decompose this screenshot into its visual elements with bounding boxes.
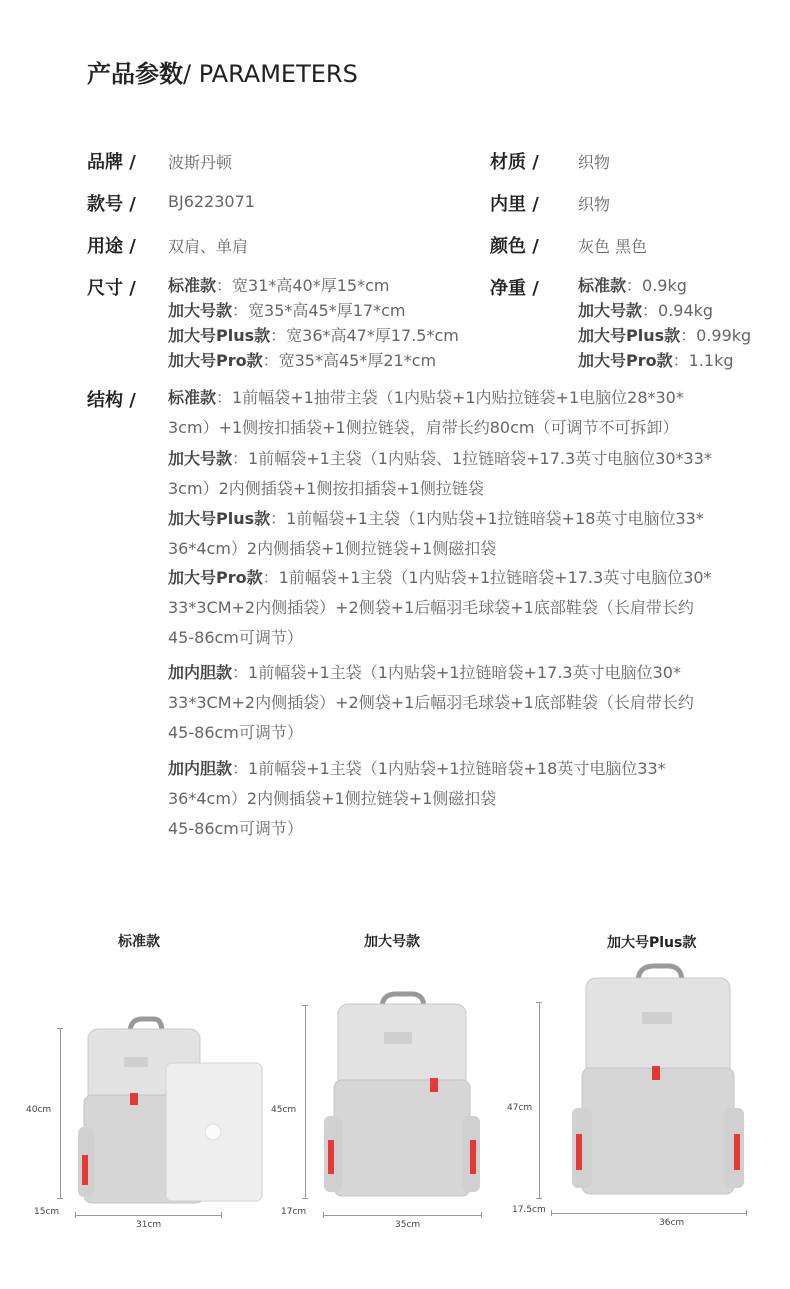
structure-block: 加大号Pro款：1前幅袋+1主袋（1内贴袋+1拉链暗袋+17.3英寸电脑位30* 33*3CM+2内侧插袋）+2侧袋+1后幅羽毛球袋+1底部鞋袋（长肩带长约 45-86cm可调节） [168, 568, 712, 647]
material-label: 材质 / [490, 152, 539, 173]
height-tick [57, 1028, 63, 1029]
material-value: 织物 [578, 153, 611, 172]
laptop-image [165, 1062, 263, 1202]
size-line: 标准款：宽31*高40*厚15*cm [168, 276, 390, 295]
depth-dim: 17.5cm [512, 1205, 546, 1215]
width-line [75, 1215, 221, 1216]
size-line: 加大号Pro款：宽35*高45*厚21*cm [168, 351, 437, 370]
width-tick [481, 1212, 482, 1218]
height-tick [536, 1198, 542, 1199]
page-title: 产品参数/ PARAMETERS [87, 60, 358, 88]
height-dim: 47cm [507, 1103, 533, 1113]
size-line: 加大号Plus款：宽36*高47*厚17.5*cm [168, 326, 459, 345]
usage-value: 双肩、单肩 [168, 237, 249, 256]
structure-block: 加内胆款：1前幅袋+1主袋（1内贴袋+1拉链暗袋+18英寸电脑位33* 36*4cm）2内侧插袋+1侧拉链袋+1侧磁扣袋 45-86cm可调节） [168, 759, 666, 838]
height-tick [536, 1002, 542, 1003]
depth-dim: 17cm [281, 1207, 307, 1217]
structure-block: 加内胆款：1前幅袋+1主袋（1内贴袋+1拉链暗袋+17.3英寸电脑位30* 33*3CM+2内侧插袋）+2侧袋+1后幅羽毛球袋+1底部鞋袋（长肩带长约 45-86cm可调节） [168, 663, 694, 742]
structure-block: 标准款：1前幅袋+1抽带主袋（1内贴袋+1内贴拉链袋+1电脑位28*30* 3cm）+1侧按扣插袋+1侧拉链袋，肩带长约80cm（可调节不可拆卸） [168, 388, 684, 437]
width-dim: 36cm [659, 1218, 685, 1228]
model-label: 款号 / [87, 194, 136, 215]
lining-value: 织物 [578, 195, 611, 214]
structure-block: 加大号Plus款：1前幅袋+1主袋（1内贴袋+1拉链暗袋+18英寸电脑位33* 36*4cm）2内侧插袋+1侧拉链袋+1侧磁扣袋 [168, 509, 704, 558]
size-list [168, 273, 459, 373]
width-dim: 31cm [136, 1220, 162, 1230]
backpack-plus-image [568, 962, 746, 1198]
weight-line: 加大号Plus款：0.99kg [578, 326, 752, 345]
figure-caption: 加大号款 [364, 934, 420, 950]
height-dim: 45cm [271, 1105, 297, 1115]
height-line [305, 1005, 306, 1198]
backpack-large-image [320, 990, 486, 1200]
weight-line: 加大号款：0.94kg [578, 301, 714, 320]
brand-label: 品牌 / [87, 152, 136, 173]
lining-label: 内里 / [490, 194, 539, 215]
width-line [323, 1215, 481, 1216]
height-tick [57, 1198, 63, 1199]
size-label: 尺寸 / [87, 278, 136, 299]
height-line [539, 1002, 540, 1198]
width-dim: 35cm [395, 1220, 421, 1230]
structure-label: 结构 / [87, 390, 136, 411]
width-tick [221, 1212, 222, 1218]
figure-caption: 标准款 [118, 934, 160, 950]
weight-line: 标准款：0.9kg [578, 276, 687, 295]
depth-dim: 15cm [34, 1207, 60, 1217]
model-value: BJ6223071 [168, 192, 255, 211]
width-tick [75, 1212, 76, 1218]
brand-value: 波斯丹顿 [168, 153, 233, 172]
width-tick [323, 1212, 324, 1218]
width-line [551, 1213, 746, 1214]
color-value: 灰色 黑色 [578, 237, 648, 256]
weight-label: 净重 / [490, 278, 539, 299]
height-tick [302, 1198, 308, 1199]
height-line [60, 1028, 61, 1198]
color-label: 颜色 / [490, 236, 539, 257]
weight-list [578, 273, 751, 373]
structure-block: 加大号款：1前幅袋+1主袋（1内贴袋、1拉链暗袋+17.3英寸电脑位30*33* 3cm）2内侧插袋+1侧按扣插袋+1侧拉链袋 [168, 449, 712, 498]
size-line: 加大号款：宽35*高45*厚17*cm [168, 301, 406, 320]
width-tick [746, 1210, 747, 1216]
usage-label: 用途 / [87, 236, 136, 257]
figure-caption: 加大号Plus款 [607, 935, 697, 951]
width-tick [551, 1210, 552, 1216]
height-dim: 40cm [26, 1105, 52, 1115]
weight-line: 加大号Pro款：1.1kg [578, 351, 734, 370]
height-tick [302, 1005, 308, 1006]
